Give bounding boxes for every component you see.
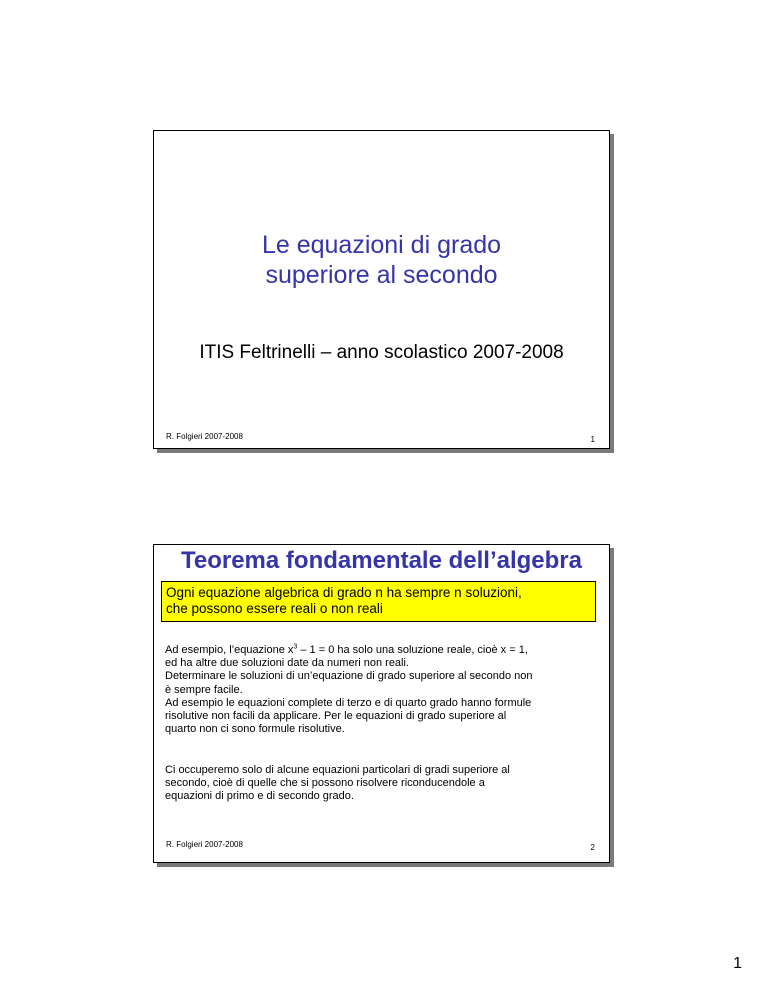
slide-1-title: Le equazioni di grado superiore al secondo — [261, 231, 502, 289]
slide-2 — [153, 544, 610, 863]
theorem-highlight-box: Ogni equazione algebrica di grado n ha sempre n soluzioni, che possono essere reali o non reali — [161, 581, 596, 622]
slide-2-footer-author: R. Folgieri 2007-2008 — [166, 840, 243, 849]
slide-2-number: 2 — [590, 843, 595, 852]
paragraph-line: Determinare le soluzioni di un’equazione di grado superiore al secondo non — [165, 670, 533, 683]
paragraph-line: equazioni di primo e di secondo grado. — [165, 790, 354, 803]
paragraph-line: quarto non ci sono formule risolutive. — [165, 723, 345, 736]
paragraph-line: Ad esempio, l’equazione $x^3 - 1 = 0$ ha solo una soluzione reale, cioè x = 1, — [165, 643, 528, 656]
slide-1-number: 1 — [590, 435, 595, 444]
slide-2-title: Teorema fondamentale dell’algebra — [180, 547, 582, 574]
slide-1-footer-author: R. Folgieri 2007-2008 — [166, 432, 243, 441]
example-paragraph — [165, 644, 600, 736]
paragraph-line: risolutive non facili da applicare. Per le equazioni di grado superiore al — [165, 710, 507, 723]
slide-1 — [153, 130, 610, 449]
slide-1-subtitle: ITIS Feltrinelli – anno scolastico 2007-2008 — [199, 342, 564, 363]
scope-paragraph — [165, 764, 600, 804]
paragraph-line: Ci occuperemo solo di alcune equazioni particolari di gradi superiore al — [165, 764, 510, 776]
paragraph-line: secondo, cioè di quelle che si possono risolvere riconducendole a — [165, 777, 485, 790]
page-number: 1 — [733, 955, 742, 972]
paragraph-line: Ad esempio le equazioni complete di terzo e di quarto grado hanno formule — [165, 696, 532, 709]
paragraph-line: ed ha altre due soluzioni date da numeri non reali. — [165, 657, 409, 670]
paragraph-line: è sempre facile. — [165, 683, 243, 696]
